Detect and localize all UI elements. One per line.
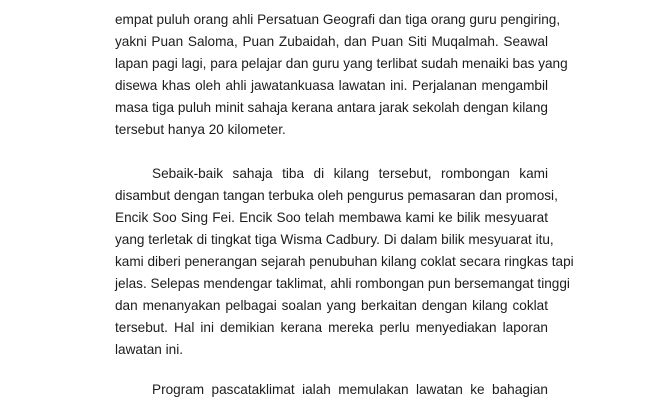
paragraph-2-line-2: disambut dengan tangan terbuka oleh pengurus pemasaran dan promosi, [115,188,558,203]
paragraph-1-line-6: tersebut hanya 20 kilometer. [115,122,286,137]
paragraph-2-line-1: Sebaik-baik sahaja tiba di kilang tersebut, rombongan kami [152,166,548,181]
paragraph-1-line-5: masa tiga puluh minit sahaja kerana antara jarak sekolah dengan kilang [115,100,548,115]
paragraph-1-line-3: lapan pagi lagi, para pelajar dan guru yang terlibat sudah menaiki bas yang [115,56,568,71]
paragraph-1-line-4: disewa khas oleh ahli jawatankuasa lawatan ini. Perjalanan mengambil [115,78,548,93]
paragraph-2-line-9: lawatan ini. [115,342,184,357]
paragraph-1-line-1: empat puluh orang ahli Persatuan Geografi dan tiga orang guru pengiring, [115,12,561,27]
paragraph-2-line-4: yang terletak di tingkat tiga Wisma Cadbury. Di dalam bilik mesyuarat itu, [115,232,554,247]
paragraph-2-line-8: tersebut. Hal ini demikian kerana mereka perlu menyediakan laporan [115,320,548,335]
paragraph-2-line-7: dan menanyakan pelbagai soalan yang berkaitan dengan kilang coklat [115,298,548,313]
paragraph-3-line-1: Program pascataklimat ialah memulakan lawatan ke bahagian [152,382,548,397]
paragraph-2-line-5: kami diberi penerangan sejarah penubuhan kilang coklat secara ringkas tapi [115,254,574,269]
paragraph-2-line-3: Encik Soo Sing Fei. Encik Soo telah membawa kami ke bilik mesyuarat [115,210,548,225]
paragraph-2-line-6: jelas. Selepas mendengar taklimat, ahli rombongan pun bersemangat tinggi [115,276,570,291]
paragraph-1-line-2: yakni Puan Saloma, Puan Zubaidah, dan Puan Siti Muqalmah. Seawal [115,34,548,49]
